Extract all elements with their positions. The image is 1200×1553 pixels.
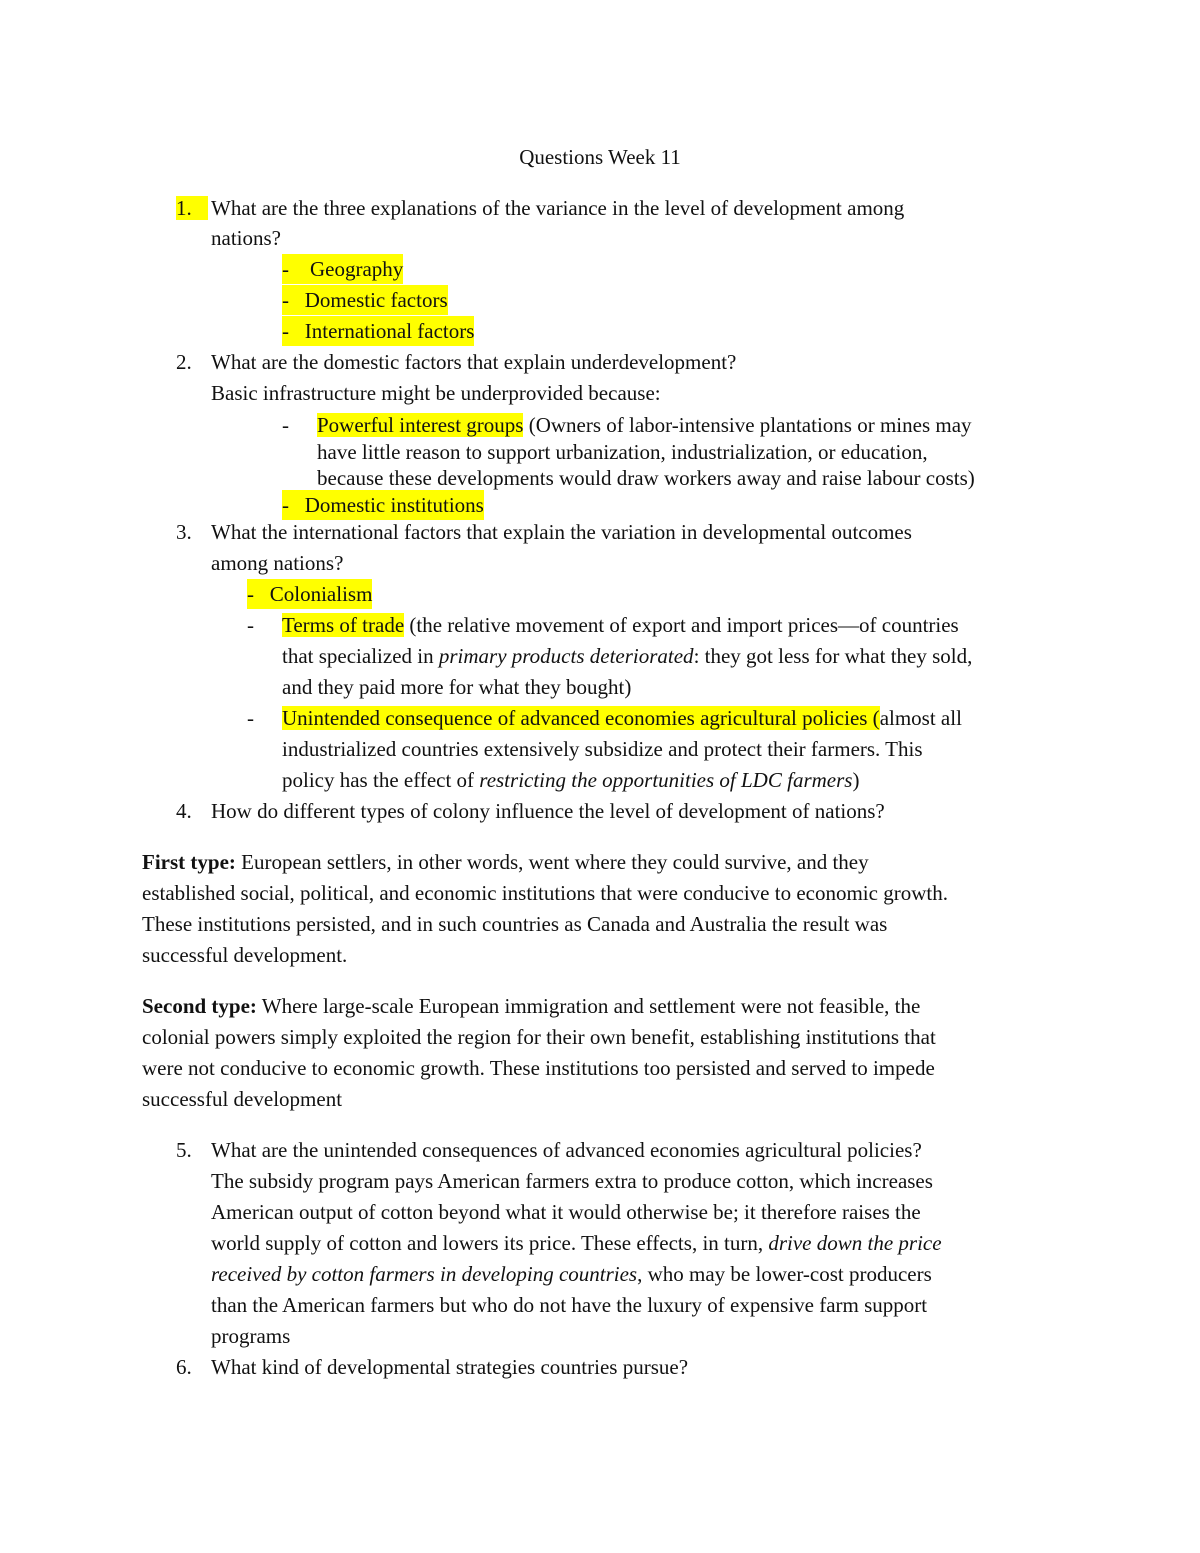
question-5-answer-cont: programs [211,1324,291,1348]
second-type-paragraph-cont: were not conducive to economic growth. These institutions too persisted and served to impede [142,1056,935,1080]
question-5-answer-cont: world supply of cotton and lowers its price. These effects, in turn, drive down the price [211,1231,942,1255]
question-4-number: 4. [176,799,192,823]
question-1-text-cont: nations? [211,226,281,250]
question-5-answer-cont: American output of cotton beyond what it would otherwise be; it therefore raises the [211,1200,921,1224]
list-item-unintended-consequence-cont: industrialized countries extensively subsidize and protect their farmers. This [282,737,923,761]
list-item-terms-of-trade: Terms of trade (the relative movement of export and import prices—of countries [282,613,959,637]
question-2-intro: Basic infrastructure might be underprovided because: [211,381,661,405]
first-type-paragraph-cont: These institutions persisted, and in such countries as Canada and Australia the result was [142,912,888,936]
list-item-geography: - Geography [282,254,403,284]
question-5-answer: The subsidy program pays American farmers extra to produce cotton, which increases [211,1169,933,1193]
list-item-powerful-interest-groups-cont: have little reason to support urbanization, industrialization, or education, [317,440,928,464]
list-dash: - [247,706,254,730]
question-4-text: How do different types of colony influence the level of development of nations? [211,799,885,823]
question-3-text-cont: among nations? [211,551,344,575]
question-6-text: What kind of developmental strategies countries pursue? [211,1355,689,1379]
question-5-number: 5. [176,1138,192,1162]
list-item-terms-of-trade-cont: that specialized in primary products deteriorated: they got less for what they sold, [282,644,973,668]
question-5-answer-cont: than the American farmers but who do not have the luxury of expensive farm support [211,1293,928,1317]
second-type-paragraph-cont: colonial powers simply exploited the region for their own benefit, establishing institutions that [142,1025,936,1049]
second-type-paragraph-cont: successful development [142,1087,343,1111]
first-type-paragraph-cont: established social, political, and economic institutions that were conducive to economic growth. [142,881,948,905]
question-6-number: 6. [176,1355,192,1379]
question-5-text: What are the unintended consequences of advanced economies agricultural policies? [211,1138,922,1162]
list-item-domestic-institutions: - Domestic institutions [282,490,484,520]
second-type-paragraph: Second type: Where large-scale European immigration and settlement were not feasible, the [142,994,921,1018]
list-item-domestic-factors: - Domestic factors [282,285,448,315]
question-1-text: What are the three explanations of the variance in the level of development among [211,196,905,220]
question-3-number: 3. [176,520,192,544]
question-3-text: What the international factors that explain the variation in developmental outcomes [211,520,912,544]
question-2-number: 2. [176,350,192,374]
list-dash: - [282,413,289,437]
question-1-number: 1. [176,193,208,223]
first-type-paragraph-cont: successful development. [142,943,348,967]
page-title: Questions Week 11 [519,145,681,169]
question-5-answer-cont: received by cotton farmers in developing countries, who may be lower-cost producers [211,1262,932,1286]
list-item-colonialism: - Colonialism [247,579,372,609]
first-type-paragraph: First type: European settlers, in other words, went where they could survive, and they [142,850,869,874]
list-item-unintended-consequence-cont: policy has the effect of restricting the opportunities of LDC farmers) [282,768,860,792]
list-item-powerful-interest-groups: Powerful interest groups (Owners of labor-intensive plantations or mines may [317,413,972,437]
list-item-terms-of-trade-cont: and they paid more for what they bought) [282,675,632,699]
list-item-powerful-interest-groups-cont: because these developments would draw workers away and raise labour costs) [317,466,975,490]
list-item-unintended-consequence: Unintended consequence of advanced economies agricultural policies (almost all [282,706,962,730]
list-item-international-factors: - International factors [282,316,474,346]
question-2-text: What are the domestic factors that explain underdevelopment? [211,350,737,374]
list-dash: - [247,613,254,637]
